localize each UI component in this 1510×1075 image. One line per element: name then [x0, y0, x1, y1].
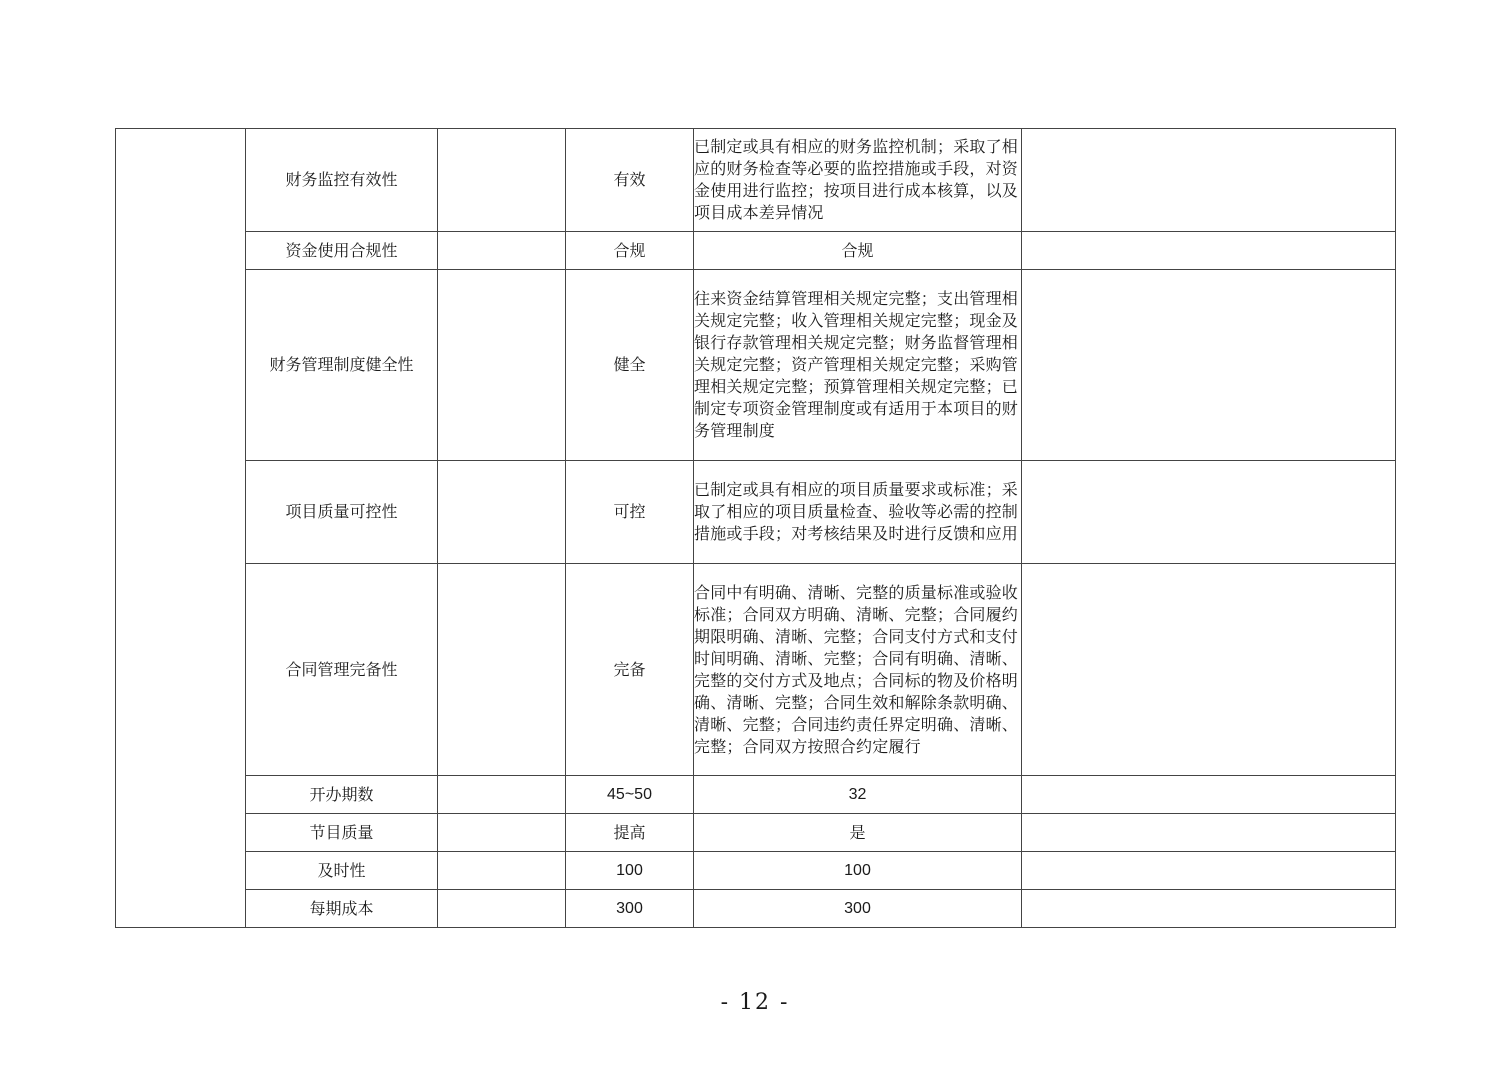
blank-cell [438, 129, 566, 232]
table-row [116, 564, 1396, 776]
blank-cell [438, 890, 566, 928]
target-value-cell: 合规 [566, 232, 694, 270]
actual-value-cell: 合同中有明确、清晰、完整的质量标准或验收标准；合同双方明确、清晰、完整；合同履约期限明确、清晰、完整；合同支付方式和支付时间明确、清晰、完整；合同有明确、清晰、完整的交付方式及地点；合同标的物及价格明确、清晰、完整；合同生效和解除条款明确、清晰、完整；合同违约责任界定明确、清晰、完整；合同双方按照合约定履行 [694, 564, 1022, 776]
page-number: - 12 - [720, 990, 790, 1015]
remark-cell [1022, 890, 1396, 928]
indicator-name-cell: 节目质量 [246, 814, 438, 852]
blank-cell [438, 461, 566, 564]
target-value-cell: 完备 [566, 564, 694, 776]
blank-cell [438, 776, 566, 814]
target-value-cell: 有效 [566, 129, 694, 232]
target-value-cell: 健全 [566, 270, 694, 461]
remark-cell [1022, 564, 1396, 776]
actual-value-cell: 合规 [694, 232, 1022, 270]
actual-value-cell: 是 [694, 814, 1022, 852]
remark-cell [1022, 852, 1396, 890]
actual-value-cell: 往来资金结算管理相关规定完整；支出管理相关规定完整；收入管理相关规定完整；现金及银行存款管理相关规定完整；财务监督管理相关规定完整；资产管理相关规定完整；采购管理相关规定完整；预算管理相关规定完整；已制定专项资金管理制度或有适用于本项目的财务管理制度 [694, 270, 1022, 461]
remark-cell [1022, 814, 1396, 852]
target-value-cell: 100 [566, 852, 694, 890]
target-value-cell: 提高 [566, 814, 694, 852]
indicator-name-cell: 开办期数 [246, 776, 438, 814]
remark-cell [1022, 129, 1396, 232]
indicator-name-cell: 财务监控有效性 [246, 129, 438, 232]
table-row [116, 129, 1396, 232]
table-row [116, 814, 1396, 852]
table-row [116, 776, 1396, 814]
remark-cell [1022, 232, 1396, 270]
target-value-cell: 300 [566, 890, 694, 928]
indicator-name-cell: 项目质量可控性 [246, 461, 438, 564]
performance-indicator-table [115, 128, 1396, 928]
table-row [116, 852, 1396, 890]
actual-value-cell: 已制定或具有相应的财务监控机制；采取了相应的财务检查等必要的监控措施或手段，对资金使用进行监控；按项目进行成本核算，以及项目成本差异情况 [694, 129, 1022, 232]
blank-cell [438, 270, 566, 461]
indicator-name-cell: 每期成本 [246, 890, 438, 928]
remark-cell [1022, 776, 1396, 814]
blank-cell [438, 564, 566, 776]
table-row [116, 890, 1396, 928]
actual-value-cell: 已制定或具有相应的项目质量要求或标准；采取了相应的项目质量检查、验收等必需的控制措施或手段；对考核结果及时进行反馈和应用 [694, 461, 1022, 564]
indicator-name-cell: 资金使用合规性 [246, 232, 438, 270]
category-merged-cell [116, 129, 246, 928]
indicator-name-cell: 合同管理完备性 [246, 564, 438, 776]
table-row [116, 232, 1396, 270]
actual-value-cell: 300 [694, 890, 1022, 928]
blank-cell [438, 814, 566, 852]
blank-cell [438, 852, 566, 890]
table-row [116, 270, 1396, 461]
remark-cell [1022, 270, 1396, 461]
target-value-cell: 45~50 [566, 776, 694, 814]
actual-value-cell: 100 [694, 852, 1022, 890]
target-value-cell: 可控 [566, 461, 694, 564]
indicator-name-cell: 财务管理制度健全性 [246, 270, 438, 461]
remark-cell [1022, 461, 1396, 564]
indicator-name-cell: 及时性 [246, 852, 438, 890]
table-row [116, 461, 1396, 564]
actual-value-cell: 32 [694, 776, 1022, 814]
blank-cell [438, 232, 566, 270]
